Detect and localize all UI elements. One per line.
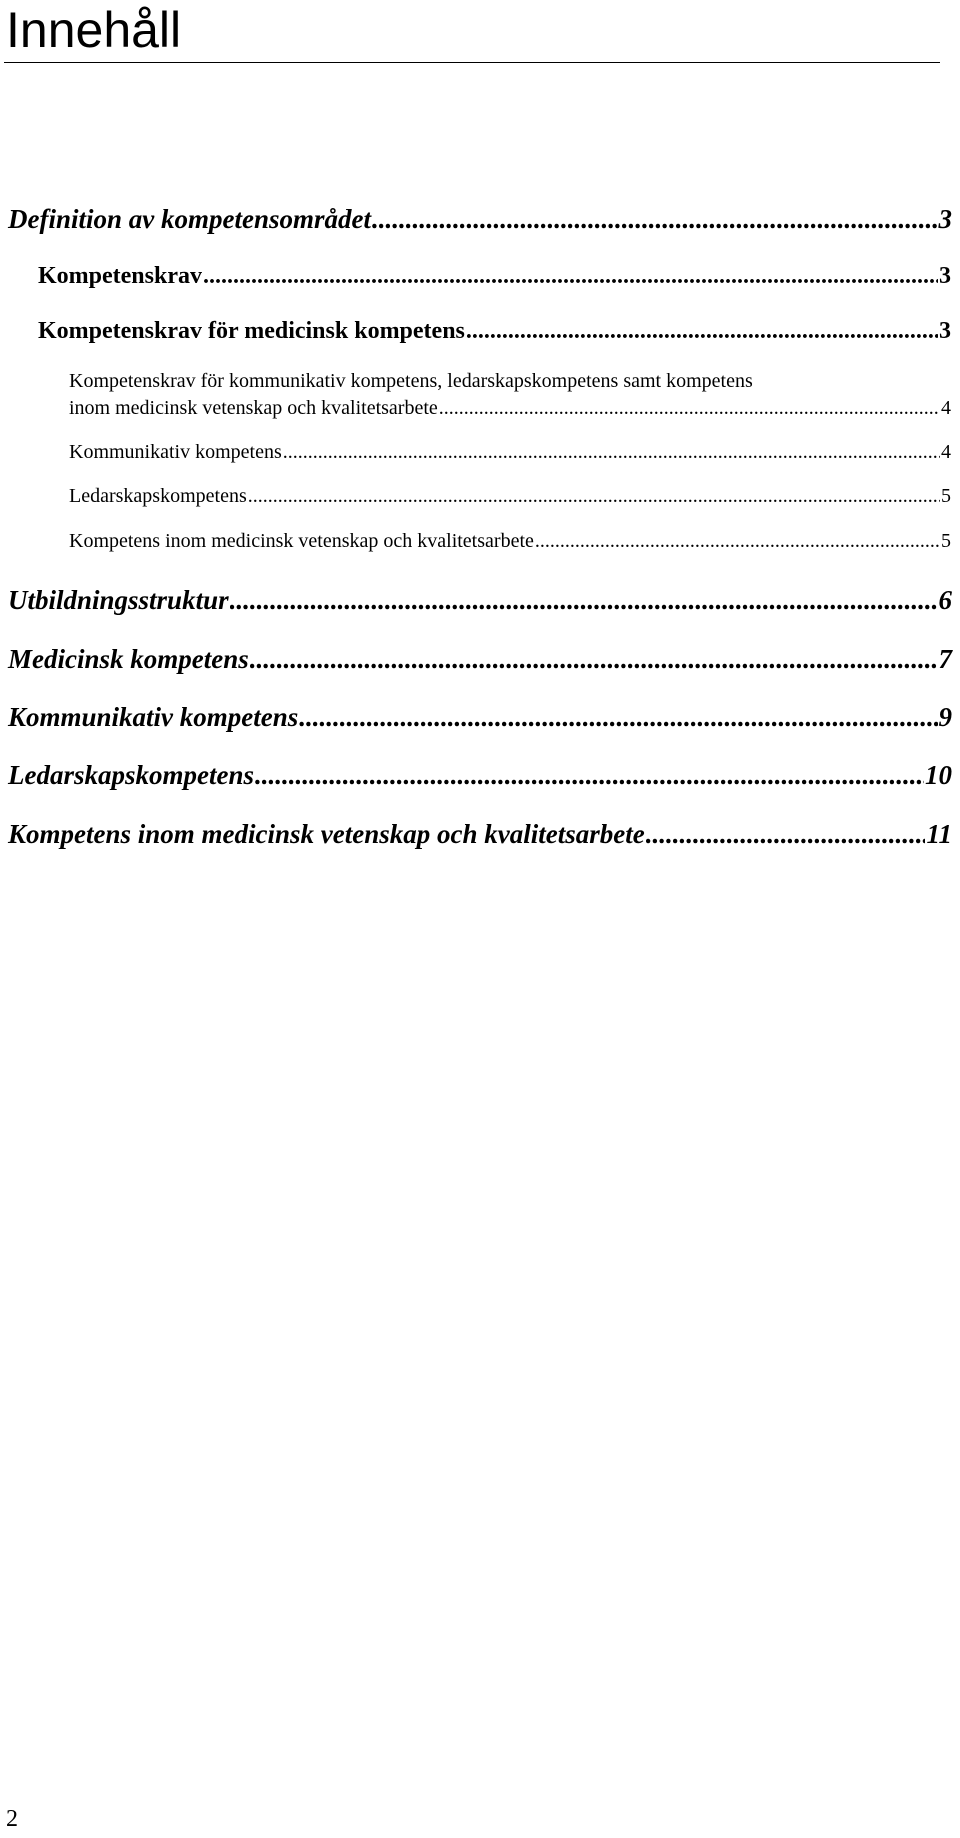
toc-page-number: 10 [925, 760, 952, 790]
toc-entry-label: Ledarskapskompetens [8, 760, 254, 790]
title-divider [4, 62, 940, 63]
toc-page-number: 5 [941, 530, 951, 552]
toc-entry-ledarskap[interactable] [8, 760, 952, 791]
toc-dot-leader [646, 819, 926, 850]
toc-page-number: 9 [938, 702, 952, 732]
toc-entry-label: Medicinsk kompetens [8, 644, 249, 674]
toc-entry-sub-vetenskap[interactable] [69, 530, 951, 553]
toc-entry-label: Kompetens inom medicinsk vetenskap och kvalitetsarbete [8, 819, 645, 849]
toc-dot-leader [230, 585, 938, 616]
toc-dot-leader [248, 485, 940, 508]
toc-page-number: 3 [938, 204, 952, 234]
toc-entry-definition[interactable] [8, 204, 952, 235]
toc-entry-kompetenskrav[interactable] [38, 263, 951, 290]
toc-entry-vetenskap[interactable] [8, 819, 952, 850]
toc-entry-label: Ledarskapskompetens [69, 485, 247, 507]
toc-entry-utbildning[interactable] [8, 585, 952, 616]
toc-entry-sub-ledarskap[interactable] [69, 485, 951, 508]
toc-entry-label: inom medicinsk vetenskap och kvalitetsarbete [69, 397, 438, 419]
toc-page-number: 4 [941, 397, 951, 419]
toc-entry-sub-kommunikativ[interactable] [69, 441, 951, 464]
toc-page-number: 3 [939, 318, 951, 344]
toc-entry-kompetenskrav-medicinsk[interactable] [38, 318, 951, 345]
toc-dot-leader [439, 397, 940, 420]
toc-dot-leader [299, 702, 937, 733]
toc-page-number: 11 [926, 819, 952, 849]
toc-dot-leader [250, 644, 938, 675]
toc-entry-kommunikativ[interactable] [8, 702, 952, 733]
toc-entry-label: Kompetens inom medicinsk vetenskap och kvalitetsarbete [69, 530, 534, 552]
toc-page-number: 6 [938, 585, 952, 615]
toc-dot-leader [255, 760, 924, 791]
toc-page-number: 3 [939, 263, 951, 289]
toc-entry-label: Kompetenskrav för medicinsk kompetens [38, 318, 465, 344]
toc-page-number: 7 [938, 644, 952, 674]
toc-entry-label: Kommunikativ kompetens [69, 441, 282, 463]
toc-page-number: 5 [941, 485, 951, 507]
toc-dot-leader [535, 530, 940, 553]
page-title: Innehåll [6, 2, 182, 58]
toc-entry-label: Kompetenskrav [38, 263, 202, 289]
toc-entry-label: Kommunikativ kompetens [8, 702, 299, 732]
toc-dot-leader [203, 263, 938, 290]
toc-page-number: 4 [941, 441, 951, 463]
toc-dot-leader [372, 204, 938, 235]
toc-entry-kommunikativ-krav[interactable] [69, 397, 951, 420]
toc-entry-medicinsk[interactable] [8, 644, 952, 675]
page-number: 2 [6, 1806, 18, 1832]
toc-entry-label: Definition av kompetensområdet [8, 204, 371, 234]
toc-dot-leader [466, 318, 938, 345]
toc-entry-kommunikativ-krav-line1[interactable]: Kompetenskrav för kommunikativ kompetens, ledarskapskompetens samt kompetens [69, 370, 753, 392]
toc-entry-label: Utbildningsstruktur [8, 585, 229, 615]
toc-dot-leader [283, 441, 940, 464]
